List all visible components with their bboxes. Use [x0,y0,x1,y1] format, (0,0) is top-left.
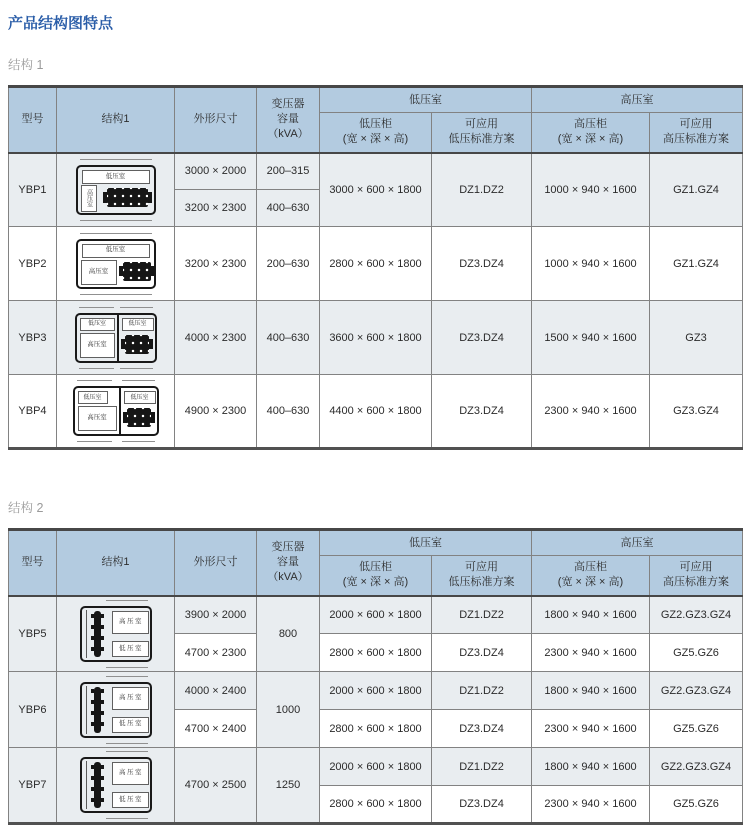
table-row [9,672,743,710]
col-header-dimensions: 外形尺寸 [175,87,257,153]
cell-hv-scheme: GZ3 [650,301,743,375]
dimension-arrow-icon [106,743,148,744]
col-header-dimensions: 外形尺寸 [175,530,257,596]
col-header-lv-cabinet [320,113,432,153]
cell-lv-scheme: DZ3.DZ4 [432,786,532,824]
cell-lv-cabinet: 2800 × 600 × 1800 [320,634,432,672]
table-row [9,748,743,786]
hv-cabinet-line2: (宽 × 深 × 高) [557,576,624,589]
lv-cabinet-line2: (宽 × 深 × 高) [342,576,409,589]
cell-hv-cabinet: 2300 × 940 × 1600 [532,375,650,449]
cell-size: 4000 × 2400 [175,672,257,710]
cell-hv-scheme: GZ3.GZ4 [650,375,743,449]
cell-capacity: 400–630 [257,375,320,449]
cell-lv-cabinet: 2000 × 600 × 1800 [320,596,432,634]
cell-lv-cabinet: 2000 × 600 × 1800 [320,672,432,710]
cell-hv-cabinet: 2300 × 940 × 1600 [532,786,650,824]
diagram-ybp5 [66,598,166,670]
hv-room-box: 高压室 [112,762,149,785]
dimension-arrow-icon [80,159,152,160]
dimension-arrow-icon [106,676,148,677]
col-header-model: 型号 [9,87,57,153]
cell-size: 4700 × 2400 [175,710,257,748]
dimension-arrow-icon [122,441,155,442]
cell-lv-cabinet: 2800 × 600 × 1800 [320,786,432,824]
table-row [9,375,743,449]
lv-cabinet-line1: 低压柜 [359,118,392,131]
cell-model: YBP3 [9,301,57,375]
lv-scheme-line1: 可应用 [465,561,498,574]
transformer-icon [94,611,101,657]
cell-hv-cabinet: 2300 × 940 × 1600 [532,634,650,672]
hv-room-box: 高压室 [80,333,115,358]
cell-lv-cabinet: 3000 × 600 × 1800 [320,153,432,227]
transformer-icon [127,408,151,427]
cell-lv-scheme: DZ1.DZ2 [432,672,532,710]
cell-capacity: 800 [257,596,320,672]
hv-cabinet-line1: 高压柜 [574,118,607,131]
dimension-arrow-icon [80,294,152,295]
cell-hv-scheme: GZ2.GZ3.GZ4 [650,672,743,710]
cell-lv-scheme: DZ3.DZ4 [432,301,532,375]
cabinet-door-line [86,610,87,658]
cell-model: YBP7 [9,748,57,824]
section-label-structure2: 结构 2 [8,501,44,515]
cell-size: 4700 × 2300 [175,634,257,672]
col-header-hv-room: 高压室 [532,87,743,113]
col-header-lv-scheme [432,556,532,596]
cell-lv-cabinet: 2800 × 600 × 1800 [320,710,432,748]
cell-hv-scheme: GZ5.GZ6 [650,634,743,672]
cabinet-door-line [86,761,87,809]
cell-capacity: 1000 [257,672,320,748]
capacity-line1: 变压器 [271,541,305,554]
cell-model: YBP5 [9,596,57,672]
cell-hv-cabinet: 2300 × 940 × 1600 [532,710,650,748]
dimension-arrow-icon [122,380,155,381]
cell-model: YBP4 [9,375,57,449]
diagram-ybp4 [64,378,168,444]
dimension-arrow-icon [120,307,153,308]
transformer-icon [125,335,149,354]
cell-hv-scheme: GZ1.GZ4 [650,227,743,301]
cell-hv-cabinet: 1800 × 940 × 1600 [532,748,650,786]
hv-scheme-line1: 可应用 [679,118,713,131]
diagram-ybp6 [66,674,166,746]
cell-lv-cabinet: 2000 × 600 × 1800 [320,748,432,786]
cell-structure-diagram [57,375,175,449]
cell-capacity: 200–315 [257,153,320,190]
cell-hv-scheme: GZ2.GZ3.GZ4 [650,596,743,634]
cabinet-door-line [86,686,87,734]
cell-capacity: 1250 [257,748,320,824]
cell-lv-scheme: DZ3.DZ4 [432,710,532,748]
hv-room-box: 高压室 [78,406,117,431]
hv-room-box: 高压室 [81,260,117,285]
cell-structure-diagram [57,748,175,824]
transformer-icon [94,687,101,733]
lv-room-box: 低压室 [122,318,154,331]
cell-structure-diagram [57,596,175,672]
cabinet-divider [119,386,121,436]
lv-room-box: 低压室 [78,391,108,404]
cell-lv-cabinet: 2800 × 600 × 1800 [320,227,432,301]
dimension-arrow-icon [106,818,148,819]
cell-lv-cabinet: 3600 × 600 × 1800 [320,301,432,375]
cell-hv-cabinet: 1000 × 940 × 1600 [532,153,650,227]
col-header-structure: 结构1 [57,530,175,596]
cell-size: 3000 × 2000 [175,153,257,190]
cell-size: 4900 × 2300 [175,375,257,449]
hv-scheme-line1: 可应用 [679,561,713,574]
structure2-spec-table [8,528,743,825]
cell-structure-diagram [57,227,175,301]
cell-size: 4700 × 2500 [175,748,257,824]
hv-room-box: 高压室 [112,611,149,634]
table-row [9,227,743,301]
cell-capacity: 400–630 [257,190,320,227]
dimension-arrow-icon [77,441,112,442]
lv-room-box: 低压室 [82,244,150,258]
cell-hv-scheme: GZ5.GZ6 [650,710,743,748]
cell-hv-scheme: GZ1.GZ4 [650,153,743,227]
hv-cabinet-line2: (宽 × 深 × 高) [557,133,624,146]
capacity-line3: （kVA） [267,571,309,584]
lv-scheme-line2: 低压标准方案 [448,576,515,589]
col-header-hv-cabinet [532,556,650,596]
section-label-structure1: 结构 1 [8,58,44,72]
lv-cabinet-line1: 低压柜 [359,561,392,574]
hv-room-box: 高压室 [81,185,97,212]
cell-hv-cabinet: 1500 × 940 × 1600 [532,301,650,375]
cell-hv-cabinet: 1800 × 940 × 1600 [532,672,650,710]
hv-scheme-line2: 高压标准方案 [663,576,729,589]
dimension-arrow-icon [106,667,148,668]
lv-room-box: 低压室 [80,318,115,331]
dimension-arrow-icon [79,368,114,369]
cell-size: 4000 × 2300 [175,301,257,375]
cell-hv-cabinet: 1800 × 940 × 1600 [532,596,650,634]
col-header-hv-cabinet [532,113,650,153]
col-header-hv-scheme [650,556,743,596]
cell-lv-scheme: DZ3.DZ4 [432,227,532,301]
col-header-lv-scheme [432,113,532,153]
transformer-icon [107,188,148,207]
cell-structure-diagram [57,672,175,748]
lv-room-box: 低压室 [112,717,149,733]
diagram-ybp3 [64,305,168,371]
capacity-line2: 容量 [277,113,299,126]
col-header-capacity [257,87,320,153]
lv-room-box: 低压室 [82,170,150,184]
table-row [9,153,743,190]
table-row [9,596,743,634]
cell-structure-diagram [57,153,175,227]
cell-capacity: 400–630 [257,301,320,375]
hv-scheme-line2: 高压标准方案 [663,133,729,146]
lv-cabinet-line2: (宽 × 深 × 高) [342,133,409,146]
cell-hv-scheme: GZ5.GZ6 [650,786,743,824]
cell-lv-scheme: DZ1.DZ2 [432,596,532,634]
hv-room-box: 高压室 [112,687,149,710]
diagram-ybp1 [64,157,168,223]
lv-room-box: 低压室 [124,391,156,404]
dimension-arrow-icon [106,600,148,601]
dimension-arrow-icon [80,233,152,234]
lv-scheme-line1: 可应用 [465,118,498,131]
transformer-icon [123,262,151,281]
dimension-arrow-icon [80,220,152,221]
cell-lv-cabinet: 4400 × 600 × 1800 [320,375,432,449]
capacity-line2: 容量 [277,556,299,569]
cell-hv-scheme: GZ2.GZ3.GZ4 [650,748,743,786]
cell-model: YBP2 [9,227,57,301]
col-header-model: 型号 [9,530,57,596]
lv-room-box: 低压室 [112,641,149,657]
cell-lv-scheme: DZ1.DZ2 [432,153,532,227]
cell-lv-scheme: DZ3.DZ4 [432,375,532,449]
capacity-line3: （kVA） [267,128,309,141]
cell-capacity: 200–630 [257,227,320,301]
diagram-ybp7 [66,749,166,821]
col-header-lv-room: 低压室 [320,87,532,113]
structure1-spec-table [8,85,743,450]
hv-cabinet-line1: 高压柜 [574,561,607,574]
col-header-structure: 结构1 [57,87,175,153]
table-row [9,301,743,375]
capacity-line1: 变压器 [271,98,305,111]
cabinet-divider [117,313,119,363]
col-header-lv-cabinet [320,556,432,596]
page-title: 产品结构图特点 [8,15,114,32]
transformer-icon [94,762,101,808]
col-header-capacity [257,530,320,596]
cell-hv-cabinet: 1000 × 940 × 1600 [532,227,650,301]
lv-scheme-line2: 低压标准方案 [448,133,515,146]
dimension-arrow-icon [77,380,112,381]
col-header-lv-room: 低压室 [320,530,532,556]
dimension-arrow-icon [106,751,148,752]
lv-room-box: 低压室 [112,792,149,808]
cell-size: 3200 × 2300 [175,190,257,227]
dimension-arrow-icon [120,368,153,369]
col-header-hv-room: 高压室 [532,530,743,556]
dimension-arrow-icon [79,307,114,308]
cell-size: 3900 × 2000 [175,596,257,634]
cell-structure-diagram [57,301,175,375]
col-header-hv-scheme [650,113,743,153]
cell-model: YBP6 [9,672,57,748]
cell-model: YBP1 [9,153,57,227]
cell-lv-scheme: DZ1.DZ2 [432,748,532,786]
diagram-ybp2 [64,231,168,297]
cell-size: 3200 × 2300 [175,227,257,301]
cell-lv-scheme: DZ3.DZ4 [432,634,532,672]
